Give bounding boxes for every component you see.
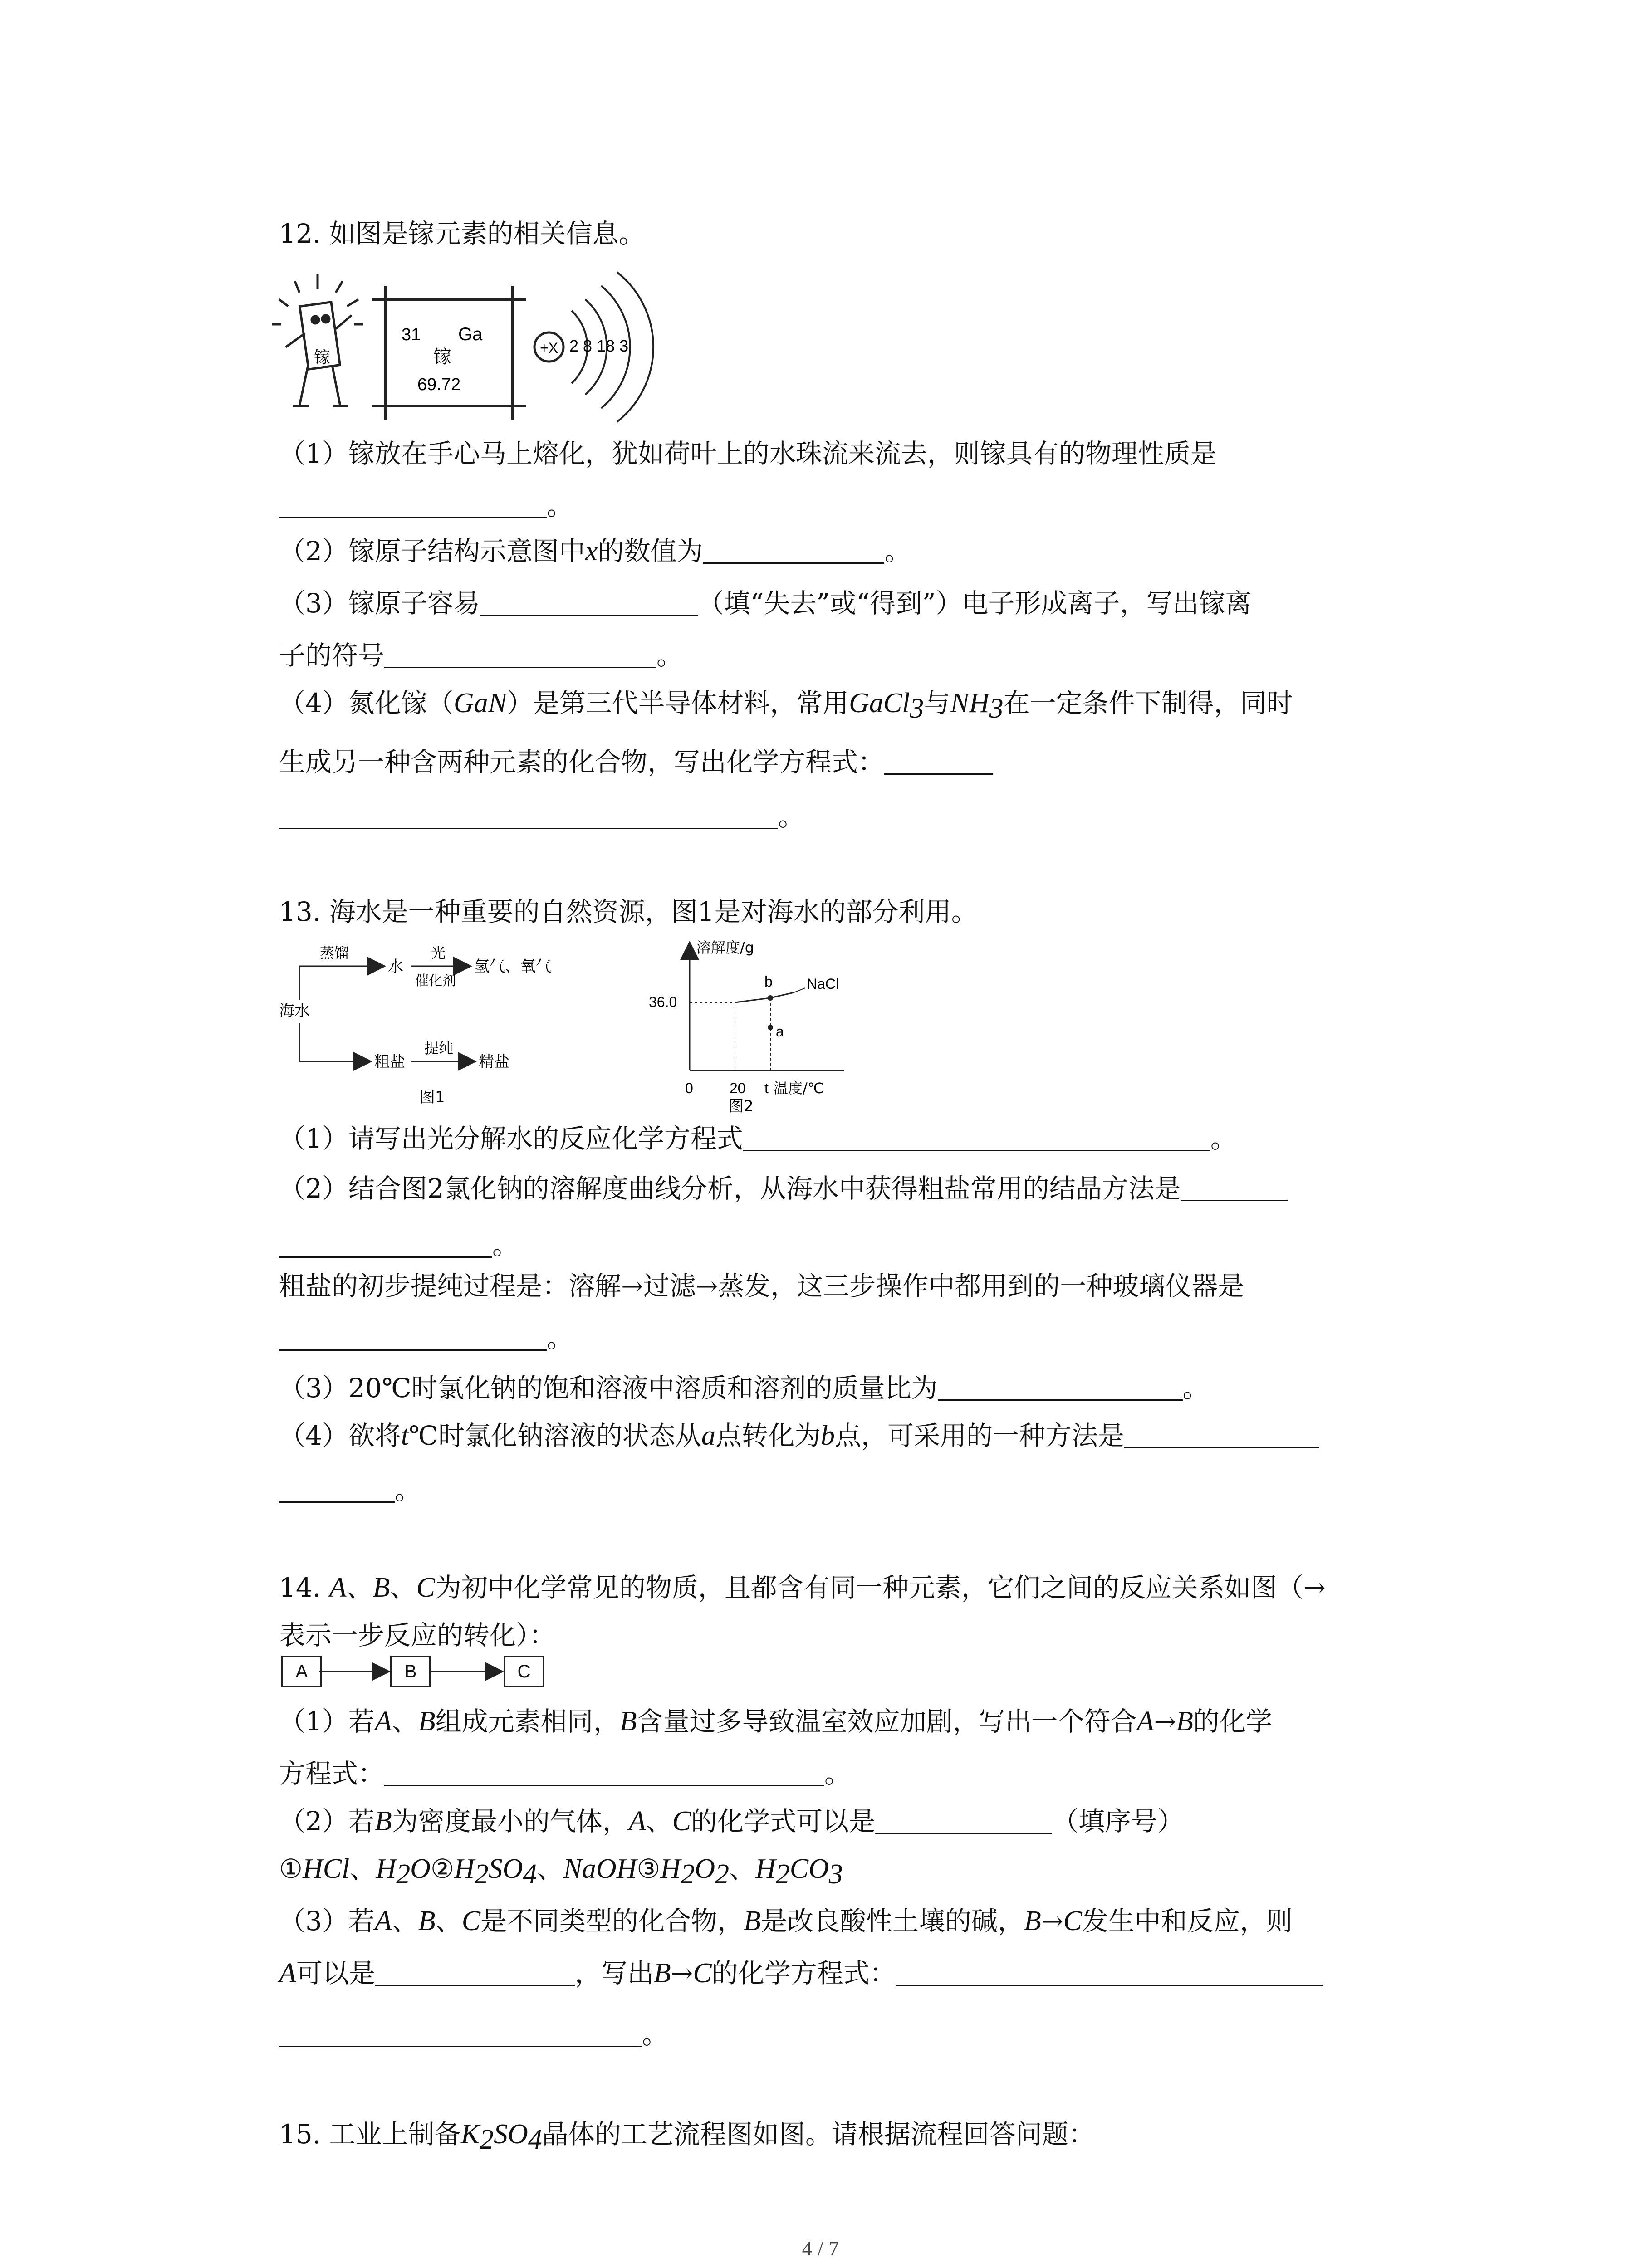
element-symbol: Ga [458, 324, 483, 344]
shell-electrons: 2 8 18 3 [569, 337, 629, 355]
cartoon-char: 镓 [314, 348, 331, 367]
refined-salt-label: 精盐 [479, 1053, 509, 1071]
answer-blank[interactable] [884, 748, 993, 775]
q14-title-cont: 表示一步反应的转化）： [279, 1620, 556, 1651]
answer-blank[interactable] [279, 1231, 492, 1258]
answer-blank[interactable] [896, 1959, 1323, 1986]
point-a-label: a [776, 1023, 784, 1040]
q12-part4-cont: 生成另一种含两种元素的化合物，写出化学方程式： [279, 744, 993, 780]
q13-title: 13. 海水是一种重要的自然资源，图1是对海水的部分利用。 [279, 896, 978, 927]
q14-part3-answer: 。 [279, 2016, 668, 2053]
atomic-mass: 69.72 [417, 375, 461, 394]
q12-part1-answer: 。 [279, 488, 573, 524]
catalyst-label: 催化剂 [415, 973, 456, 989]
q15-title: 15. 工业上制备$K_2SO_4$晶体的工艺流程图如图。请根据流程回答问题： [279, 2119, 1095, 2155]
page-number: 4 / 7 [802, 2237, 839, 2260]
seawater-flow-figure [279, 934, 619, 1116]
answer-blank[interactable] [1181, 1174, 1288, 1201]
figure1-caption: 图1 [420, 1088, 445, 1106]
q14-part1: （1）若A、B组成元素相同，B含量过多导致温室效应加剧，写出一个符合A→B的化学 [279, 1706, 1272, 1737]
answer-blank[interactable] [938, 1374, 1183, 1401]
q12-title: 12. 如图是镓元素的相关信息。 [279, 218, 645, 249]
gallium-figure [272, 261, 658, 433]
answer-blank[interactable] [384, 641, 656, 668]
q14-part3: （3）若A、B、C是不同类型的化合物，B是改良酸性土壤的碱，B→C发生中和反应，则 [279, 1906, 1293, 1936]
q13-part4: （4）欲将t℃时氯化钠溶液的状态从a点转化为b点，可采用的一种方法是 [279, 1418, 1319, 1454]
figure2-caption: 图2 [728, 1097, 754, 1115]
gallium-cartoon-icon [272, 274, 363, 406]
water-label: 水 [388, 958, 403, 976]
solubility-chart [649, 934, 944, 1116]
answer-blank[interactable] [703, 537, 884, 564]
answer-blank[interactable] [480, 589, 698, 616]
gases-label: 氢气、氧气 [474, 958, 551, 976]
q12-part1: （1）镓放在手心马上熔化，犹如荷叶上的水珠流来流去，则镓具有的物理性质是 [279, 438, 1217, 469]
abc-arrows [318, 1658, 508, 1685]
q13-part2-answer: 。 [279, 1227, 519, 1263]
q12-part3: （3）镓原子容易 （填“失去”或“得到”）电子形成离子，写出镓离 [279, 588, 1252, 619]
x-tick-0: 0 [685, 1080, 693, 1096]
element-name: 镓 [433, 347, 451, 367]
q12-part2: （2）镓原子结构示意图中x的数值为 。 [279, 536, 911, 567]
answer-blank[interactable] [279, 1324, 547, 1351]
point-b-label: b [764, 973, 773, 990]
answer-blank[interactable] [875, 1807, 1052, 1834]
nacl-curve [735, 992, 794, 1002]
q13-part2-purification-answer: 。 [279, 1320, 573, 1356]
q14-part2-options: ①HCl、$H_2O②H_2SO_4$、$NaOH③H_2O_2$、$H_2CO_3$ [279, 1853, 843, 1890]
q14-part3-cont: A可以是 ，写出B→C的化学方程式： [279, 1955, 1323, 1991]
purify-label: 提纯 [424, 1040, 454, 1057]
q13-part1: （1）请写出光分解水的反应化学方程式 。 [279, 1123, 1237, 1154]
y-tick-36: 36.0 [649, 994, 677, 1010]
x-tick-20: 20 [730, 1080, 746, 1096]
answer-blank[interactable] [279, 492, 547, 518]
distill-label: 蒸馏 [320, 944, 349, 962]
answer-blank[interactable] [279, 2020, 642, 2047]
q13-part4-answer: 。 [279, 1472, 421, 1508]
atomic-number: 31 [402, 325, 421, 344]
q12-part4-answer: 。 [279, 798, 804, 835]
q12-part4: （4）氮化镓（GaN）是第三代半导体材料，常用GaCl$_3$与$NH_3$在一定条件下制得，同时 [279, 688, 1293, 724]
q13-part2-purification: 粗盐的初步提纯过程是：溶解→过滤→蒸发，这三步操作中都用到的一种玻璃仪器是 [279, 1271, 1244, 1301]
q14-part1-cont: 方程式： 。 [279, 1758, 851, 1789]
crude-salt-label: 粗盐 [374, 1053, 405, 1071]
q13-part3: （3）20℃时氯化钠的饱和溶液中溶质和溶剂的质量比为 。 [279, 1373, 1209, 1403]
point-b [768, 995, 773, 1001]
answer-blank[interactable] [1124, 1422, 1319, 1448]
answer-blank[interactable] [279, 802, 778, 829]
light-label: 光 [431, 944, 446, 962]
seawater-label: 海水 [279, 1002, 310, 1020]
chart-ylabel: 溶解度/g [696, 939, 754, 956]
chart-xlabel: 温度/℃ [774, 1080, 824, 1097]
answer-blank[interactable] [384, 1760, 824, 1786]
box-b: B [390, 1656, 431, 1687]
q14-part2: （2）若B为密度最小的气体，A、C的化学式可以是 （填序号） [279, 1806, 1184, 1837]
box-c: C [504, 1656, 544, 1687]
q12-part3-cont: 子的符号 。 [279, 640, 683, 671]
x-tick-t: t [764, 1080, 769, 1096]
nucleus-charge: +X [539, 340, 558, 356]
answer-blank[interactable] [279, 1476, 395, 1503]
q14-title: 14. A、B、C为初中化学常见的物质，且都含有同一种元素，它们之间的反应关系如图（→ [279, 1572, 1326, 1603]
q13-part2: （2）结合图2氯化钠的溶解度曲线分析，从海水中获得粗盐常用的结晶方法是 [279, 1170, 1288, 1207]
answer-blank[interactable] [375, 1959, 575, 1986]
series-label-nacl: NaCl [807, 976, 839, 992]
point-a [768, 1025, 773, 1030]
answer-blank[interactable] [743, 1124, 1210, 1151]
box-a: A [281, 1656, 322, 1687]
